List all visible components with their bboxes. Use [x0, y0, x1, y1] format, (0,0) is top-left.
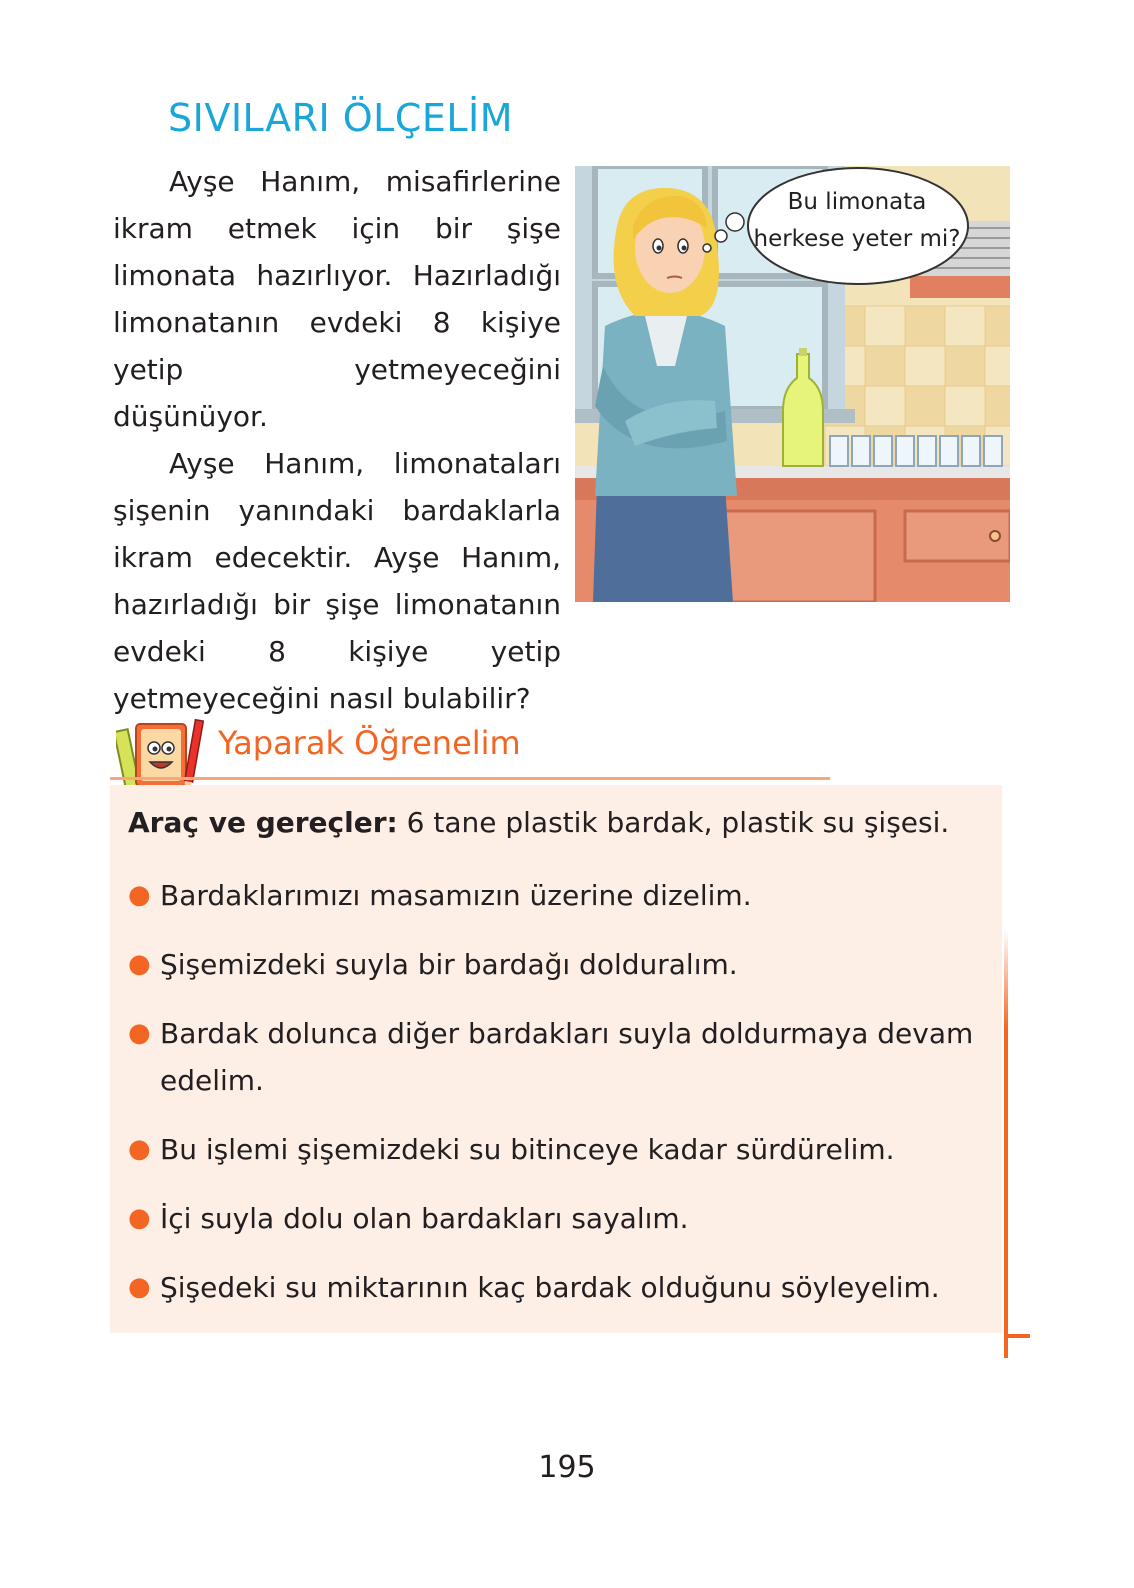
page-number: 195	[538, 1450, 596, 1485]
step-text: İçi suyla dolu olan bardakları sayalım.	[160, 1202, 689, 1235]
heading-rule	[110, 777, 830, 780]
bullet-icon: ●	[128, 880, 151, 910]
book-mascot-icon	[116, 716, 206, 796]
list-item	[128, 941, 1000, 988]
panel-edge-vertical	[1004, 1030, 1008, 1358]
list-item	[128, 872, 1000, 919]
list-item	[128, 1010, 1000, 1104]
story-text	[113, 158, 561, 722]
bullet-icon: ●	[128, 949, 151, 979]
list-item	[128, 1264, 1000, 1311]
list-item	[128, 1195, 1000, 1242]
bullet-icon: ●	[128, 1203, 151, 1233]
bullet-icon: ●	[128, 1134, 151, 1164]
step-text: Şişemizdeki suyla bir bardağı dolduralım.	[160, 948, 738, 981]
step-text: Bardak dolunca diğer bardakları suyla doldurmaya devam edelim.	[160, 1017, 974, 1097]
bubble-line-2: herkese yeter mi?	[753, 226, 961, 252]
page-title: SIVILARI ÖLÇELİM	[168, 96, 514, 140]
tools-text: 6 tane plastik bardak, plastik su şişesi.	[397, 806, 950, 839]
kitchen-illustration	[575, 166, 1010, 602]
bubble-line-1: Bu limonata	[787, 189, 927, 215]
tools-label: Araç ve gereçler:	[128, 806, 398, 839]
step-text: Bardaklarımızı masamızın üzerine dizelim.	[160, 879, 752, 912]
step-text: Şişedeki su miktarının kaç bardak olduğunu söyleyelim.	[160, 1271, 940, 1304]
step-text: Bu işlemi şişemizdeki su bitinceye kadar sürdürelim.	[160, 1133, 895, 1166]
bullet-icon: ●	[128, 1018, 151, 1048]
steps-list	[128, 872, 1000, 1333]
tools-line	[128, 806, 949, 839]
panel-edge-fade	[1004, 930, 1008, 1030]
story-paragraph-2: Ayşe Hanım, limonataları şişenin yanındaki bardaklarla ikram edecektir. Ayşe Hanım, hazırladığı bir şişe limonatanın evdeki 8 kişiye yetip yetmeyeceğini nasıl bulabilir?	[113, 447, 561, 715]
thought-bubble	[747, 184, 967, 258]
activity-heading: Yaparak Öğrenelim	[218, 724, 521, 762]
panel-edge-horizontal	[1004, 1334, 1030, 1338]
story-paragraph-1: Ayşe Hanım, misafirlerine ikram etmek için bir şişe limonata hazırlıyor. Hazırladığı limonatanın evdeki 8 kişiye yetip yetmeyeceğini düşünüyor.	[113, 165, 561, 433]
list-item	[128, 1126, 1000, 1173]
bullet-icon: ●	[128, 1272, 151, 1302]
